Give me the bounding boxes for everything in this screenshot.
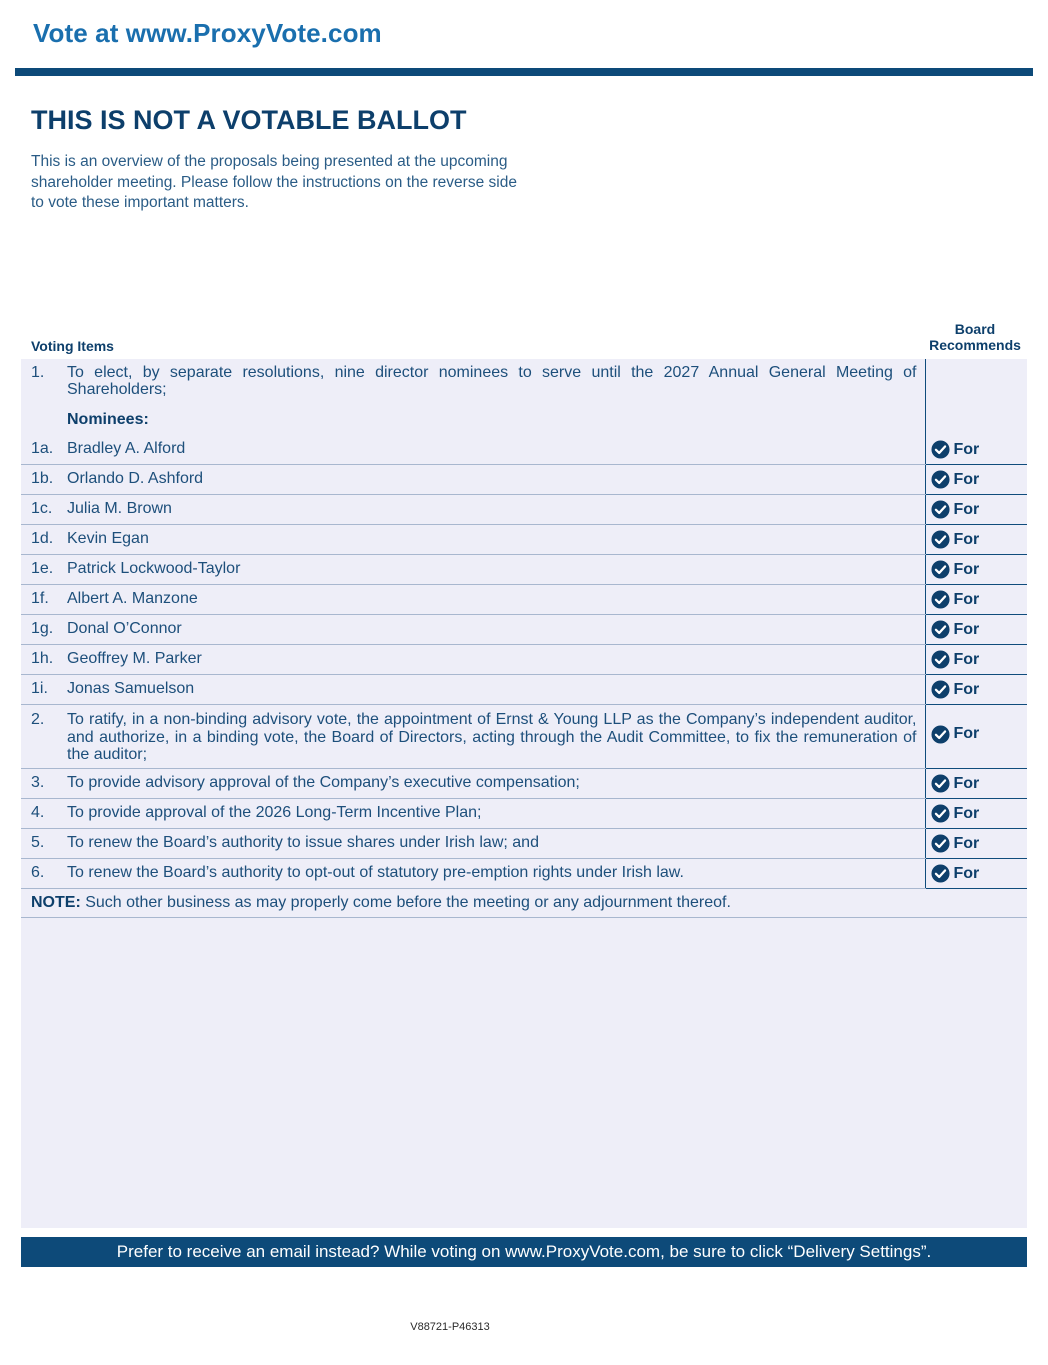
nominee-number: 1g. xyxy=(21,615,67,645)
nominee-name: Bradley A. Alford xyxy=(67,435,925,465)
nominee-row xyxy=(21,585,1027,615)
nominee-number: 1c. xyxy=(21,495,67,525)
recommendation-cell xyxy=(925,615,1027,645)
proposal-number: 5. xyxy=(21,829,67,859)
nominee-row xyxy=(21,675,1027,705)
voting-items-header: Voting Items xyxy=(31,338,114,354)
recommendation-cell xyxy=(925,705,1027,769)
recommendation-cell xyxy=(925,525,1027,555)
recommendation-for xyxy=(931,560,980,579)
recommendation-cell xyxy=(925,799,1027,829)
recommendation-label: For xyxy=(953,774,980,792)
nominees-label-row xyxy=(21,407,1027,435)
nominee-name: Geoffrey M. Parker xyxy=(67,645,925,675)
nominee-name: Julia M. Brown xyxy=(67,495,925,525)
header-rule xyxy=(15,68,1033,76)
proposal-text: To renew the Board’s authority to opt-out of statutory pre-emption rights under Irish law. xyxy=(67,859,925,889)
recommendation-label: For xyxy=(953,804,980,822)
recommendation-for xyxy=(931,864,980,883)
nominee-number: 1i. xyxy=(21,675,67,705)
nominee-name: Patrick Lockwood-Taylor xyxy=(67,555,925,585)
recommendation-label: For xyxy=(953,590,980,608)
recommendation-cell xyxy=(925,465,1027,495)
check-circle-icon xyxy=(931,680,950,699)
recommendation-label: For xyxy=(953,650,980,668)
check-circle-icon xyxy=(931,650,950,669)
intro-text: This is an overview of the proposals being presented at the upcoming shareholder meeting. Please follow the instructions on the reverse side to vote these important matters. xyxy=(31,153,517,211)
recommendation-cell xyxy=(925,769,1027,799)
recommendation-cell xyxy=(925,645,1027,675)
recommendation-label: For xyxy=(953,440,980,458)
recommendation-for xyxy=(931,500,980,519)
recommendation-for xyxy=(931,725,980,744)
recommendation-for xyxy=(931,804,980,823)
proposal-rows xyxy=(21,705,1027,889)
check-circle-icon xyxy=(931,530,950,549)
recommendation-cell xyxy=(925,359,1027,407)
proposal-row xyxy=(21,769,1027,799)
proposal-number: 3. xyxy=(21,769,67,799)
proposal-text: To provide advisory approval of the Company’s executive compensation; xyxy=(67,769,925,799)
nominee-name: Jonas Samuelson xyxy=(67,675,925,705)
check-circle-icon xyxy=(931,620,950,639)
proposal-row xyxy=(21,705,1027,769)
document-code: V88721-P46313 xyxy=(410,1321,490,1333)
recommendation-label: For xyxy=(953,470,980,488)
recommendation-label: For xyxy=(953,680,980,698)
recommendation-label: For xyxy=(953,864,980,882)
check-circle-icon xyxy=(931,804,950,823)
recommendation-label: For xyxy=(953,500,980,518)
check-circle-icon xyxy=(931,834,950,853)
nominee-name: Albert A. Manzone xyxy=(67,585,925,615)
recommendation-for xyxy=(931,440,980,459)
proposal-number: 1. xyxy=(31,364,45,381)
proposal-number: 2. xyxy=(21,705,67,769)
recommendation-cell xyxy=(925,555,1027,585)
check-circle-icon xyxy=(931,774,950,793)
nominee-rows xyxy=(21,435,1027,705)
check-circle-icon xyxy=(931,470,950,489)
note-text: Such other business as may properly come before the meeting or any adjournment thereof. xyxy=(80,894,731,911)
nominee-row xyxy=(21,495,1027,525)
notice-title: THIS IS NOT A VOTABLE BALLOT xyxy=(31,105,467,135)
nominee-row xyxy=(21,645,1027,675)
proposal-text: To ratify, in a non-binding advisory vote, the appointment of Ernst & Young LLP as the Company’s independent auditor, and authorize, in a binding vote, the Board of Directors, acting through the Audit Committee, to fix the remuneration of the auditor; xyxy=(67,705,925,769)
delivery-settings-banner: Prefer to receive an email instead? While voting on www.ProxyVote.com, be sure to click “Delivery Settings”. xyxy=(21,1237,1027,1267)
check-circle-icon xyxy=(931,590,950,609)
proposal-text: To renew the Board’s authority to issue shares under Irish law; and xyxy=(67,829,925,859)
recommendation-for xyxy=(931,680,980,699)
recommendation-for xyxy=(931,530,980,549)
recommendation-cell xyxy=(925,495,1027,525)
nominee-row xyxy=(21,465,1027,495)
recommendation-cell xyxy=(925,435,1027,465)
note-cell xyxy=(21,889,1027,918)
voting-items-table xyxy=(21,359,1027,918)
recommendation-for xyxy=(931,774,980,793)
board-recommends-line1: Board xyxy=(954,321,996,337)
nominees-label: Nominees: xyxy=(67,411,149,428)
check-circle-icon xyxy=(931,864,950,883)
recommendation-cell xyxy=(925,829,1027,859)
recommendation-for xyxy=(931,650,980,669)
proposal-text: To elect, by separate resolutions, nine director nominees to serve until the 2027 Annual General Meeting of Shareholders; xyxy=(67,364,917,398)
recommendation-for xyxy=(931,590,980,609)
check-circle-icon xyxy=(931,500,950,519)
nominee-number: 1b. xyxy=(21,465,67,495)
nominee-number: 1h. xyxy=(21,645,67,675)
recommendation-cell xyxy=(925,859,1027,889)
proposal-row-1 xyxy=(21,359,1027,407)
nominee-row xyxy=(21,525,1027,555)
header-title: Vote at www.ProxyVote.com xyxy=(33,18,382,48)
nominee-name: Kevin Egan xyxy=(67,525,925,555)
recommendation-cell xyxy=(925,675,1027,705)
nominee-number: 1a. xyxy=(21,435,67,465)
nominee-number: 1e. xyxy=(21,555,67,585)
proposal-row xyxy=(21,859,1027,889)
recommendation-for xyxy=(931,470,980,489)
board-recommends-line2: Recommends xyxy=(929,337,1021,353)
nominee-row xyxy=(21,435,1027,465)
nominee-row xyxy=(21,555,1027,585)
recommendation-label: For xyxy=(953,530,980,548)
check-circle-icon xyxy=(931,560,950,579)
recommendation-for xyxy=(931,834,980,853)
proposal-number: 4. xyxy=(21,799,67,829)
recommendation-cell xyxy=(925,585,1027,615)
proposal-text: To provide approval of the 2026 Long-Term Incentive Plan; xyxy=(67,799,925,829)
nominee-number: 1d. xyxy=(21,525,67,555)
nominee-name: Orlando D. Ashford xyxy=(67,465,925,495)
check-circle-icon xyxy=(931,725,950,744)
note-row xyxy=(21,889,1027,918)
proposal-row xyxy=(21,799,1027,829)
board-recommends-header xyxy=(924,321,1026,353)
recommendation-label: For xyxy=(953,834,980,852)
nominee-number: 1f. xyxy=(21,585,67,615)
nominee-row xyxy=(21,615,1027,645)
proposal-row xyxy=(21,829,1027,859)
recommendation-label: For xyxy=(953,620,980,638)
recommendation-label: For xyxy=(953,560,980,578)
check-circle-icon xyxy=(931,440,950,459)
note-label: NOTE: xyxy=(31,894,81,911)
proposal-number: 6. xyxy=(21,859,67,889)
recommendation-label: For xyxy=(953,725,980,742)
nominee-name: Donal O’Connor xyxy=(67,615,925,645)
recommendation-for xyxy=(931,620,980,639)
